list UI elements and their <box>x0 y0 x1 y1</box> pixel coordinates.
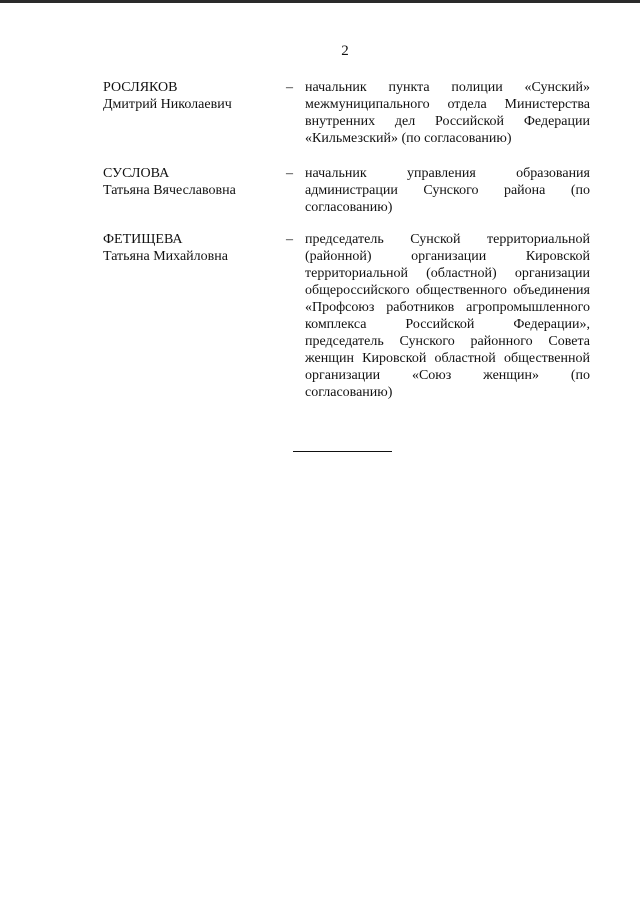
member-role: начальник пункта полиции «Сунский» межмуниципального отдела Министерства внутренних дел Российской Федерации «Кильмезский» (по согласованию) <box>305 80 590 146</box>
page-top-edge <box>0 0 640 3</box>
member-surname: ФЕТИЩЕВА <box>103 232 183 247</box>
member-dash: – <box>286 80 293 95</box>
member-role: начальник управления образования администрации Сунского района (по согласованию) <box>305 166 590 215</box>
member-given-name: Дмитрий Николаевич <box>103 97 232 112</box>
member-dash: – <box>286 232 293 247</box>
member-given-name: Татьяна Вячеславовна <box>103 183 236 198</box>
member-name <box>103 79 283 113</box>
member-role: председатель Сунской территориальной (районной) организации Кировской территориальной (областной) организации общероссийского общественного объединения «Профсоюз работников агропромышленного комплекса Российской Федерации», председатель Сунского районного Совета женщин Кировской областной общественной организации «Союз женщин» (по согласованию) <box>305 232 590 400</box>
member-surname: РОСЛЯКОВ <box>103 80 178 95</box>
member-surname: СУСЛОВА <box>103 166 170 181</box>
member-name <box>103 231 283 265</box>
member-given-name: Татьяна Михайловна <box>103 249 228 264</box>
closing-rule <box>293 451 392 452</box>
page-number: 2 <box>341 43 349 59</box>
member-dash: – <box>286 166 293 181</box>
member-name <box>103 165 283 199</box>
